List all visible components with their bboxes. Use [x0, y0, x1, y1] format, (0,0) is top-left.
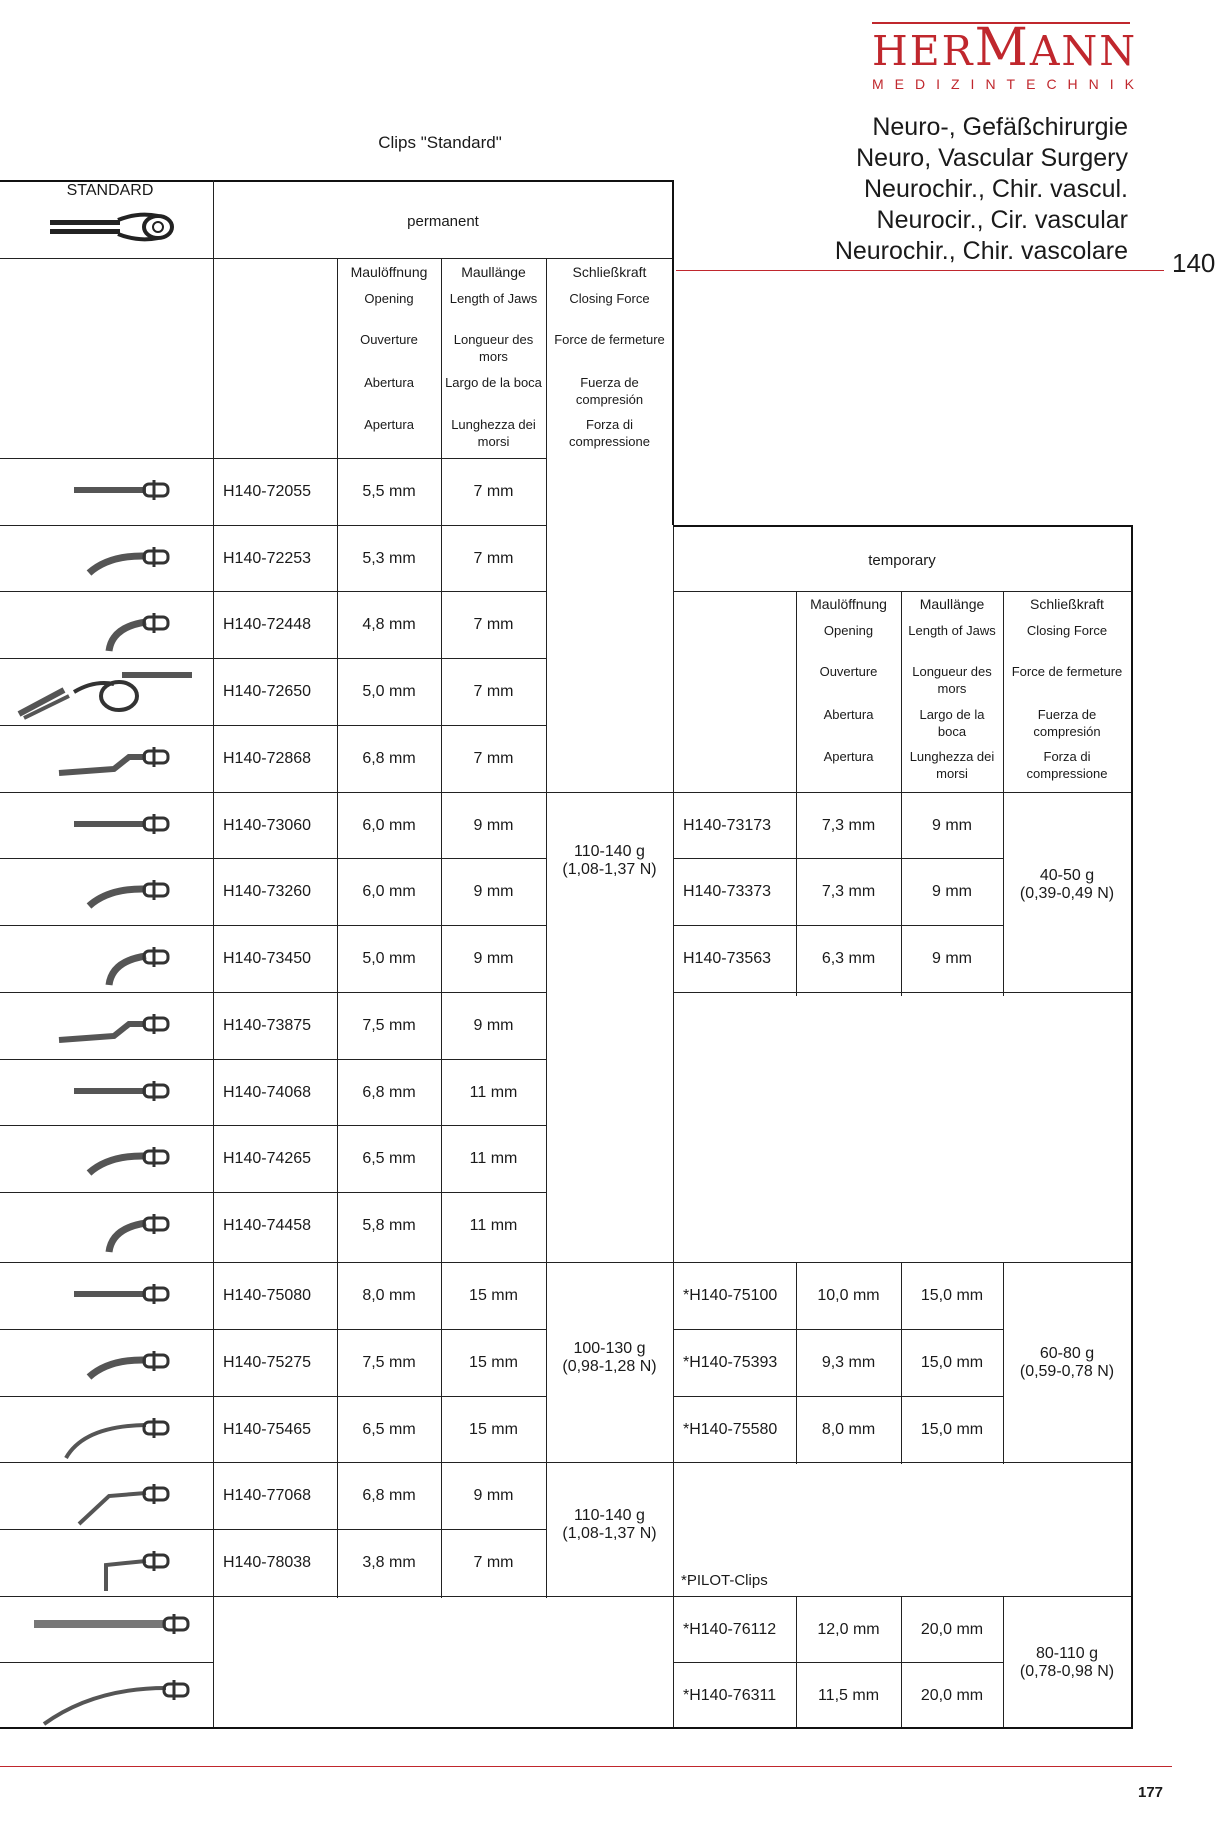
clip-image-icon: [14, 1400, 204, 1460]
permanent-row-code: H140-75080: [223, 1286, 312, 1304]
pilot-clips-label: *PILOT-Clips: [681, 1572, 768, 1589]
temporary-row-length: 9 mm: [932, 816, 972, 834]
permanent-row-length: 11 mm: [469, 1149, 518, 1167]
permanent-row-length: 9 mm: [473, 1486, 514, 1504]
category-number: 140: [1172, 248, 1216, 278]
permanent-row-code: H140-72650: [223, 682, 312, 700]
permanent-row-code: H140-74068: [223, 1083, 312, 1101]
header-length-lang-4: Lunghezza dei morsi: [451, 417, 536, 449]
grid-line: [673, 992, 1131, 993]
header-length-lang-3: Largo de la boca: [445, 375, 542, 390]
brand-name-m: M: [974, 18, 1030, 78]
permanent-row-opening: 8,0 mm: [362, 1286, 416, 1304]
permanent-row-opening: 6,0 mm: [362, 816, 416, 834]
temporary-row-code: H140-73373: [683, 882, 772, 900]
permanent-row-code: H140-72055: [223, 482, 312, 500]
clip-image-icon: [14, 796, 204, 856]
temporary-label: temporary: [868, 551, 936, 569]
temporary-row-code: *H140-75580: [683, 1420, 778, 1438]
permanent-row-length: 7 mm: [473, 549, 514, 567]
permanent-row-length: 7 mm: [473, 482, 514, 500]
permanent-row-length: 15 mm: [469, 1420, 518, 1438]
temporary-row-opening: 12,0 mm: [817, 1620, 880, 1638]
clip-image-icon: [14, 929, 204, 989]
force-newton: (0,98-1,28 N): [562, 1358, 657, 1375]
permanent-row-opening: 6,8 mm: [362, 1486, 416, 1504]
temporary-force-2: [1003, 1338, 1131, 1388]
permanent-force-3: [546, 1500, 673, 1550]
table-title: Clips "Standard": [378, 133, 502, 152]
brand-name-pre: HER: [872, 27, 975, 75]
permanent-force-2: [546, 1333, 673, 1383]
temporary-row-length: 15,0 mm: [920, 1286, 984, 1304]
temporary-row-code: H140-73173: [683, 816, 772, 834]
permanent-row-opening: 7,5 mm: [362, 1353, 416, 1371]
permanent-row-code: H140-75275: [223, 1353, 312, 1371]
footer-rule: [0, 1766, 1172, 1767]
permanent-row-code: H140-73875: [223, 1016, 312, 1034]
temporary-header-length-lang-0: Maullänge: [919, 596, 985, 612]
clip-image-icon: [14, 1266, 204, 1326]
grid-line: [673, 591, 1131, 592]
header-force-lang-1: Closing Force: [569, 291, 650, 306]
temporary-header-opening-lang-1: Opening: [823, 623, 874, 638]
header-force-lang-0: Schließkraft: [572, 264, 647, 280]
clip-image-icon: [14, 729, 204, 789]
header-force-lang-3: Fuerza de compresión: [575, 375, 644, 407]
permanent-row-opening: 6,8 mm: [362, 749, 416, 767]
permanent-row-code: H140-74265: [223, 1149, 312, 1167]
temporary-row-opening: 7,3 mm: [821, 816, 876, 834]
permanent-row-opening: 5,0 mm: [362, 682, 416, 700]
temporary-row-code: *H140-75100: [683, 1286, 778, 1304]
header-opening-lang-2: Ouverture: [360, 332, 418, 347]
force-newton: (1,08-1,37 N): [562, 1525, 657, 1542]
temporary-row-length: 9 mm: [932, 882, 972, 900]
clip-image-icon: [14, 662, 204, 722]
permanent-row-opening: 5,0 mm: [362, 949, 416, 967]
applicator-forceps-image: [48, 208, 178, 248]
temporary-header-force-lang-3: Fuerza de compresión: [1033, 707, 1101, 739]
temporary-header-opening-lang-2: Ouverture: [819, 664, 878, 679]
permanent-row-code: H140-77068: [223, 1486, 312, 1504]
grid-line: [1131, 525, 1133, 1728]
header-opening-lang-3: Abertura: [364, 375, 414, 390]
permanent-row-length: 15 mm: [469, 1353, 518, 1371]
temporary-header-opening-lang-3: Abertura: [823, 707, 874, 722]
temporary-row-code: *H140-75393: [683, 1353, 778, 1371]
permanent-row-length: 9 mm: [473, 1016, 514, 1034]
permanent-row-opening: 5,8 mm: [362, 1216, 416, 1234]
permanent-row-code: H140-74458: [223, 1216, 312, 1234]
clip-image-icon: [14, 462, 204, 522]
clip-image-icon: [14, 1666, 204, 1726]
force-grams: 60-80 g: [1039, 1345, 1095, 1362]
header-length-lang-1: Length of Jaws: [449, 291, 538, 306]
permanent-label: permanent: [407, 212, 479, 230]
category-line-3: Neurochir., Chir. vascul.: [864, 175, 1128, 203]
temporary-row-length: 20,0 mm: [920, 1620, 984, 1638]
temporary-header-length-lang-2: Longueur des mors: [912, 664, 992, 696]
brand-logo: [872, 18, 1138, 78]
permanent-force-1: [546, 836, 673, 886]
temporary-header-force-lang-2: Force de fermeture: [1011, 664, 1123, 679]
force-newton: (0,59-0,78 N): [1019, 1363, 1115, 1380]
permanent-row-opening: 5,5 mm: [362, 482, 416, 500]
temporary-header-force-lang-0: Schließkraft: [1030, 596, 1104, 612]
temporary-row-code: H140-73563: [683, 949, 772, 967]
clip-image-icon: [14, 862, 204, 922]
clip-image-icon: [14, 595, 204, 655]
header-length-lang-2: Longueur des mors: [453, 332, 534, 364]
permanent-row-opening: 3,8 mm: [362, 1553, 416, 1571]
clip-image-icon: [14, 1196, 204, 1256]
category-line-2: Neuro, Vascular Surgery: [856, 144, 1128, 172]
permanent-row-length: 9 mm: [473, 949, 514, 967]
permanent-row-code: H140-73260: [223, 882, 312, 900]
permanent-row-length: 15 mm: [469, 1286, 518, 1304]
force-grams: 110-140 g: [574, 1507, 645, 1524]
temporary-row-opening: 8,0 mm: [821, 1420, 876, 1438]
permanent-row-length: 7 mm: [473, 682, 514, 700]
permanent-row-length: 7 mm: [473, 615, 514, 633]
force-grams: 110-140 g: [574, 843, 645, 860]
clip-image-icon: [14, 996, 204, 1056]
temporary-row-opening: 7,3 mm: [821, 882, 876, 900]
permanent-row-code: H140-73060: [223, 816, 312, 834]
grid-line: [0, 180, 673, 182]
temporary-row-length: 15,0 mm: [920, 1353, 984, 1371]
clip-image-icon: [14, 529, 204, 589]
grid-line: [1003, 591, 1004, 996]
clip-image-icon: [14, 1466, 204, 1526]
category-rule: [676, 270, 1164, 271]
temporary-row-length: 20,0 mm: [920, 1686, 984, 1704]
temporary-row-length: 15,0 mm: [920, 1420, 984, 1438]
temporary-row-opening: 10,0 mm: [817, 1286, 880, 1304]
clip-image-icon: [14, 1063, 204, 1123]
permanent-row-length: 9 mm: [473, 882, 514, 900]
permanent-row-code: H140-78038: [223, 1553, 312, 1571]
header-opening-lang-1: Opening: [364, 291, 414, 306]
clip-image-icon: [14, 1600, 204, 1660]
permanent-row-opening: 5,3 mm: [362, 549, 416, 567]
header-opening-lang-0: Maulöffnung: [350, 264, 428, 280]
category-line-1: Neuro-, Gefäßchirurgie: [872, 113, 1128, 141]
brand-subtitle: MEDIZINTECHNIK: [872, 76, 1145, 92]
clip-image-icon: [14, 1533, 204, 1593]
temporary-header-opening-lang-4: Apertura: [823, 749, 874, 764]
temporary-header-force-lang-1: Closing Force: [1026, 623, 1108, 638]
temporary-row-opening: 6,3 mm: [821, 949, 876, 967]
grid-line: [0, 1662, 213, 1663]
permanent-row-length: 9 mm: [473, 816, 514, 834]
grid-line: [546, 258, 547, 1598]
grid-line: [672, 180, 674, 525]
category-line-5: Neurochir., Chir. vascolare: [834, 237, 1128, 265]
force-newton: (0,39-0,49 N): [1019, 885, 1115, 902]
temporary-header-length-lang-4: Lunghezza dei morsi: [909, 749, 995, 781]
permanent-row-length: 11 mm: [469, 1216, 518, 1234]
temporary-row-opening: 9,3 mm: [821, 1353, 876, 1371]
permanent-row-code: H140-72253: [223, 549, 312, 567]
grid-line: [673, 525, 674, 1728]
clip-image-icon: [14, 1333, 204, 1393]
header-length-lang-0: Maullänge: [461, 264, 526, 280]
temporary-row-code: *H140-76311: [683, 1686, 777, 1704]
temporary-force-1: [1003, 860, 1131, 910]
temporary-header-length-lang-1: Length of Jaws: [908, 623, 996, 638]
permanent-row-length: 7 mm: [473, 1553, 514, 1571]
temporary-header-opening-lang-0: Maulöffnung: [810, 596, 887, 612]
permanent-row-opening: 6,0 mm: [362, 882, 416, 900]
header-force-lang-4: Forza di compressione: [569, 417, 650, 449]
permanent-row-code: H140-72868: [223, 749, 312, 767]
page-number: 177: [1138, 1784, 1164, 1801]
force-newton: (1,08-1,37 N): [562, 861, 657, 878]
permanent-row-length: 7 mm: [473, 749, 514, 767]
temporary-force-3: [1003, 1638, 1131, 1688]
permanent-row-opening: 4,8 mm: [362, 615, 416, 633]
grid-line: [0, 1596, 673, 1597]
force-grams: 80-110 g: [1036, 1645, 1098, 1662]
temporary-header-force-lang-4: Forza di compressione: [1026, 749, 1108, 781]
clip-image-icon: [14, 1129, 204, 1189]
permanent-row-code: H140-73450: [223, 949, 312, 967]
temporary-row-code: *H140-76112: [683, 1620, 777, 1638]
force-grams: 40-50 g: [1039, 867, 1095, 884]
standard-label: STANDARD: [66, 182, 154, 199]
force-newton: (0,78-0,98 N): [1019, 1663, 1115, 1680]
permanent-row-opening: 6,5 mm: [362, 1420, 416, 1438]
grid-line: [673, 525, 1133, 527]
permanent-row-opening: 6,5 mm: [362, 1149, 416, 1167]
header-opening-lang-4: Apertura: [364, 417, 414, 432]
permanent-row-code: H140-72448: [223, 615, 312, 633]
category-line-4: Neurocir., Cir. vascular: [876, 206, 1128, 234]
permanent-row-opening: 7,5 mm: [362, 1016, 416, 1034]
temporary-row-length: 9 mm: [932, 949, 972, 967]
header-force-lang-2: Force de fermeture: [554, 332, 665, 347]
force-grams: 100-130 g: [573, 1340, 646, 1357]
brand-name-post: ANN: [1029, 27, 1138, 75]
permanent-row-code: H140-75465: [223, 1420, 312, 1438]
permanent-row-opening: 6,8 mm: [362, 1083, 416, 1101]
permanent-row-length: 11 mm: [469, 1083, 518, 1101]
grid-line: [0, 1727, 1133, 1729]
temporary-header-length-lang-3: Largo de la boca: [919, 707, 985, 739]
temporary-row-opening: 11,5 mm: [817, 1686, 880, 1704]
